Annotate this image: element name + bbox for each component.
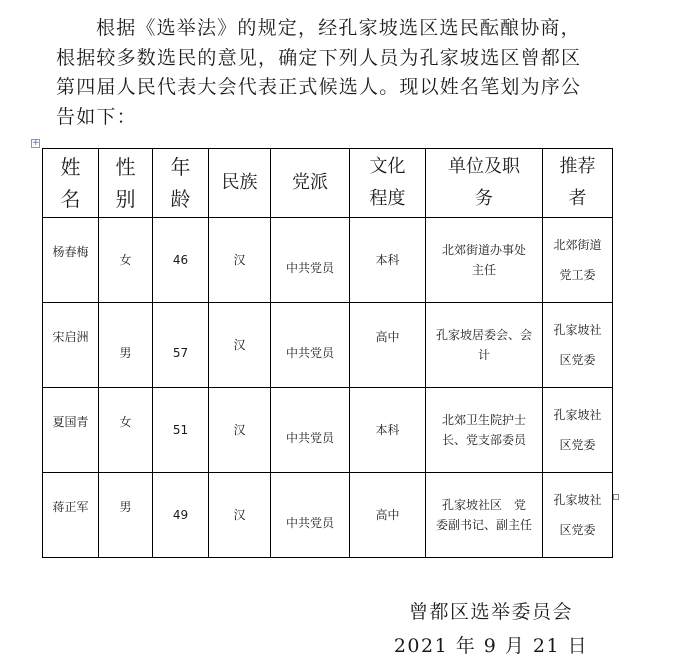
cell-gender: 男 — [99, 303, 153, 388]
cell-party: 中共党员 — [271, 218, 350, 303]
header-name: 姓 名 — [43, 149, 99, 218]
cell-age: 46 — [153, 218, 209, 303]
cell-unit: 孔家坡社区 党 委副书记、副主任 — [426, 473, 543, 558]
header-party: 党派 — [271, 149, 350, 218]
table-move-handle-icon[interactable]: + — [32, 138, 40, 148]
cell-age: 49 — [153, 473, 209, 558]
cell-education: 高中 — [350, 473, 426, 558]
cell-recommender: 孔家坡社 区党委 — [543, 388, 613, 473]
signature-date: 2021 年 9 月 21 日 — [393, 635, 589, 657]
cell-gender: 男 — [99, 473, 153, 558]
signature-org: 曾都区选举委员会 — [408, 601, 573, 623]
cell-age: 51 — [153, 388, 209, 473]
signature-block — [388, 595, 594, 663]
notice-line: 根据《选举法》的规定，经孔家坡选区选民酝酿协商， — [96, 17, 581, 39]
cell-unit: 北郊卫生院护士 长、党支部委员 — [426, 388, 543, 473]
candidate-table — [42, 148, 613, 558]
table-row — [43, 303, 613, 388]
cell-name: 杨春梅 — [43, 218, 99, 303]
notice-line: 告如下： — [56, 105, 137, 128]
header-recommender: 推荐 者 — [543, 149, 613, 218]
table-resize-handle-icon[interactable] — [613, 494, 619, 500]
cell-recommender: 孔家坡社 区党委 — [543, 303, 613, 388]
cell-name: 夏国青 — [43, 388, 99, 473]
cell-education: 高中 — [350, 303, 426, 388]
cell-recommender: 北郊街道 党工委 — [543, 218, 613, 303]
cell-ethnicity: 汉 — [209, 303, 271, 388]
cell-gender: 女 — [99, 388, 153, 473]
cell-unit: 北郊街道办事处 主任 — [426, 218, 543, 303]
cell-ethnicity: 汉 — [209, 388, 271, 473]
header-unit: 单位及职 务 — [426, 149, 543, 218]
notice-line: 第四届人民代表大会代表正式候选人。现以姓名笔划为序公 — [56, 76, 582, 98]
header-ethnicity: 民族 — [209, 149, 271, 218]
cell-party: 中共党员 — [271, 473, 350, 558]
header-age: 年 龄 — [153, 149, 209, 218]
header-gender: 性 别 — [99, 149, 153, 218]
notice-line: 根据较多数选民的意见，确定下列人员为孔家坡选区曾都区 — [56, 46, 582, 69]
table-row — [43, 473, 613, 558]
cell-ethnicity: 汉 — [209, 218, 271, 303]
header-education: 文化 程度 — [350, 149, 426, 218]
cell-gender: 女 — [99, 218, 153, 303]
cell-ethnicity: 汉 — [209, 473, 271, 558]
notice-paragraph — [56, 14, 616, 132]
cell-name: 蒋正军 — [43, 473, 99, 558]
cell-name: 宋启洲 — [43, 303, 99, 388]
cell-education: 本科 — [350, 218, 426, 303]
table-row — [43, 388, 613, 473]
table-row — [43, 218, 613, 303]
cell-recommender: 孔家坡社 区党委 — [543, 473, 613, 558]
cell-education: 本科 — [350, 388, 426, 473]
table-header-row — [43, 149, 613, 218]
cell-unit: 孔家坡居委会、会 计 — [426, 303, 543, 388]
cell-party: 中共党员 — [271, 388, 350, 473]
cell-party: 中共党员 — [271, 303, 350, 388]
cell-age: 57 — [153, 303, 209, 388]
